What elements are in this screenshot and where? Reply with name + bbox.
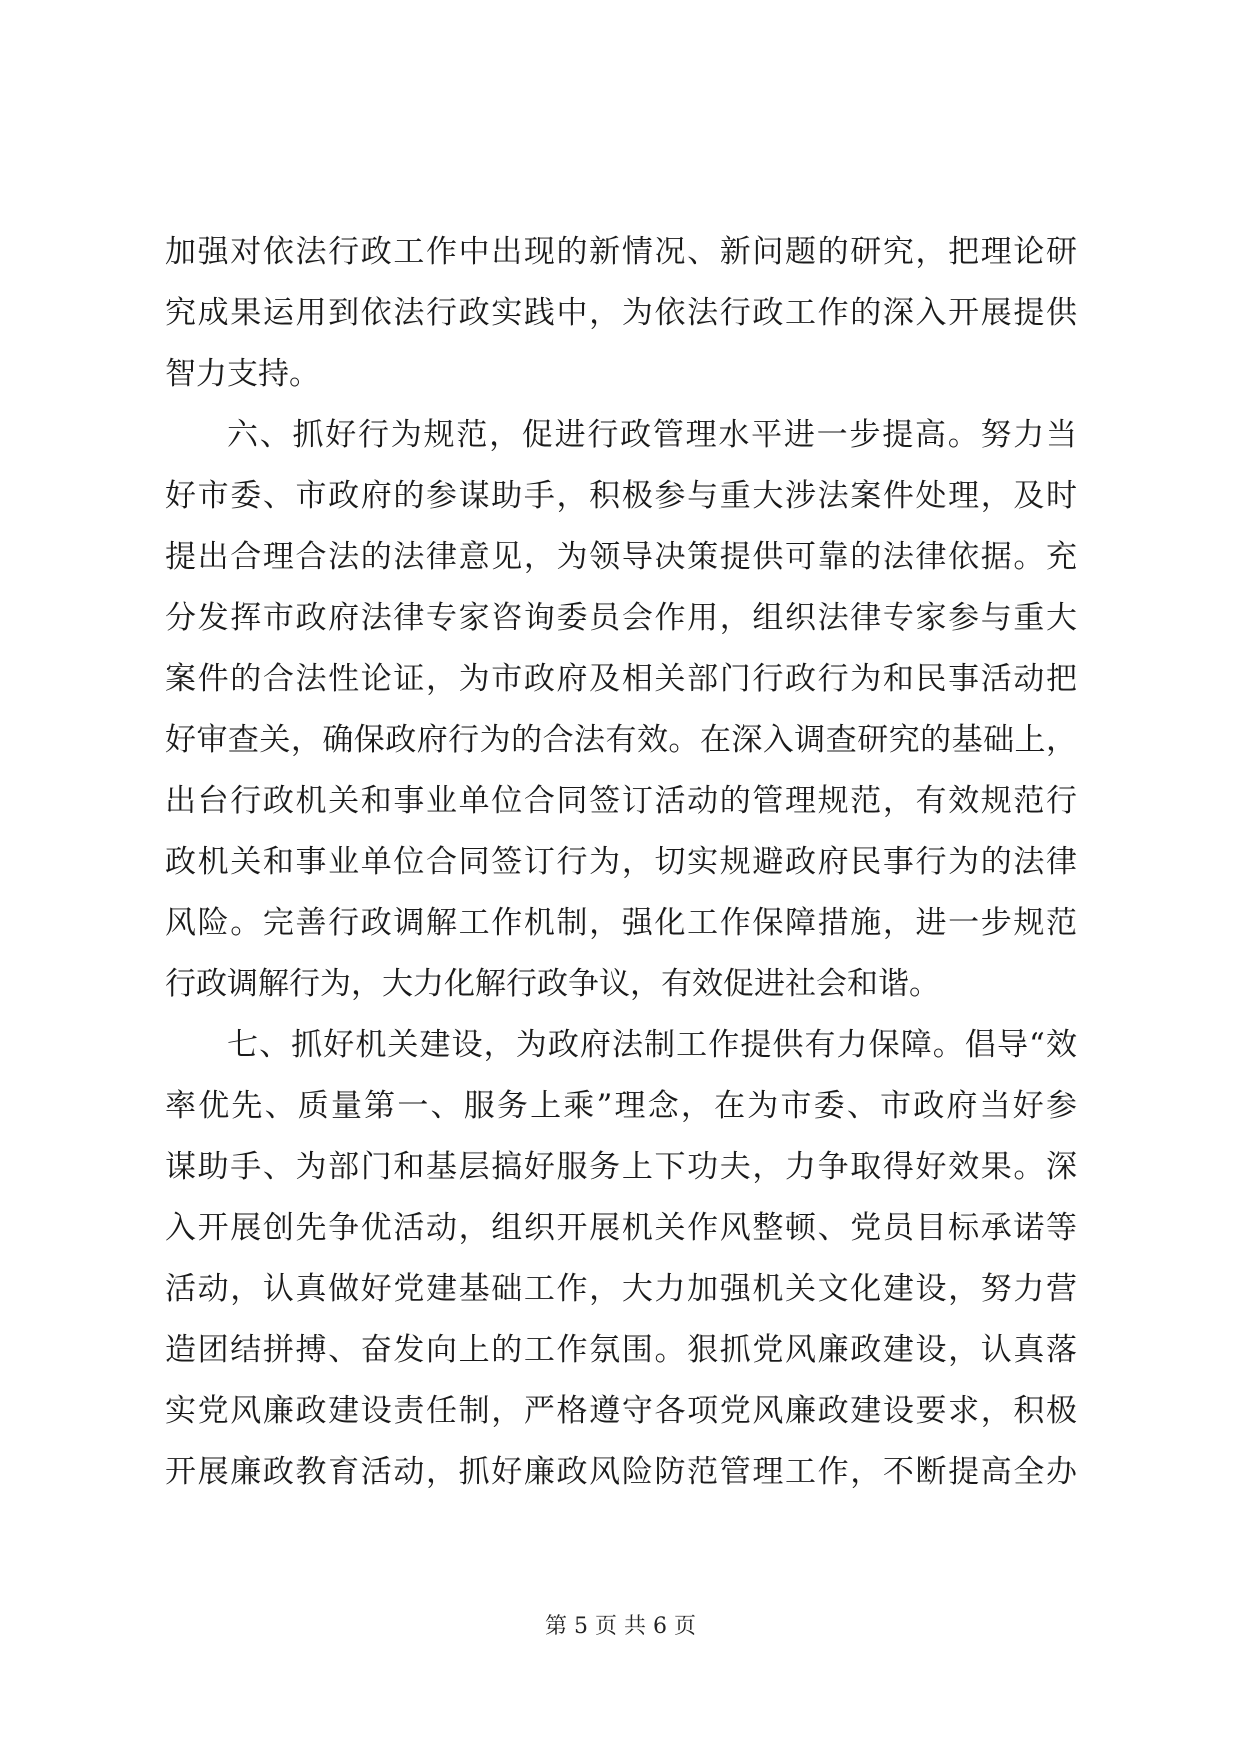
text-line: 出台行政机关和事业单位合同签订活动的管理规范，有效规范行 [165,783,1077,819]
text-line: 案件的合法性论证，为市政府及相关部门行政行为和民事活动把 [165,661,1077,697]
paragraph [165,1015,1077,1503]
text-line: 率优先、质量第一、服务上乘”理念，在为市委、市政府当好参 [165,1088,1077,1124]
text-line: 好审查关，确保政府行为的合法有效。在深入调查研究的基础上， [165,722,1077,758]
paragraph [165,222,1077,405]
text-line: 分发挥市政府法律专家咨询委员会作用，组织法律专家参与重大 [165,600,1077,636]
text-line: 六、抓好行为规范，促进行政管理水平进一步提高。努力当 [227,417,1077,453]
text-line: 开展廉政教育活动，抓好廉政风险防范管理工作，不断提高全办 [165,1454,1077,1490]
paragraph [165,405,1077,1015]
text-line: 造团结拼搏、奋发向上的工作氛围。狠抓党风廉政建设，认真落 [165,1332,1077,1368]
text-line: 实党风廉政建设责任制，严格遵守各项党风廉政建设要求，积极 [165,1393,1077,1429]
page-number-footer: 第 5 页 共 6 页 [545,1614,696,1639]
text-line: 入开展创先争优活动，组织开展机关作风整顿、党员目标承诺等 [165,1210,1077,1246]
text-line: 政机关和事业单位合同签订行为，切实规避政府民事行为的法律 [165,844,1077,880]
text-line: 加强对依法行政工作中出现的新情况、新问题的研究，把理论研 [165,234,1077,270]
text-line: 谋助手、为部门和基层搞好服务上下功夫，力争取得好效果。深 [165,1149,1077,1185]
text-line: 风险。完善行政调解工作机制，强化工作保障措施，进一步规范 [165,905,1077,941]
document-body [165,222,1077,1503]
text-line: 提出合理合法的法律意见，为领导决策提供可靠的法律依据。充 [165,539,1077,575]
text-line: 行政调解行为，大力化解行政争议，有效促进社会和谐。 [165,966,940,1002]
text-line: 活动，认真做好党建基础工作，大力加强机关文化建设，努力营 [165,1271,1077,1307]
text-line: 智力支持。 [165,356,320,392]
text-line: 好市委、市政府的参谋助手，积极参与重大涉法案件处理，及时 [165,478,1077,514]
text-line: 究成果运用到依法行政实践中，为依法行政工作的深入开展提供 [165,295,1077,331]
text-line: 七、抓好机关建设，为政府法制工作提供有力保障。倡导“效 [227,1027,1077,1063]
